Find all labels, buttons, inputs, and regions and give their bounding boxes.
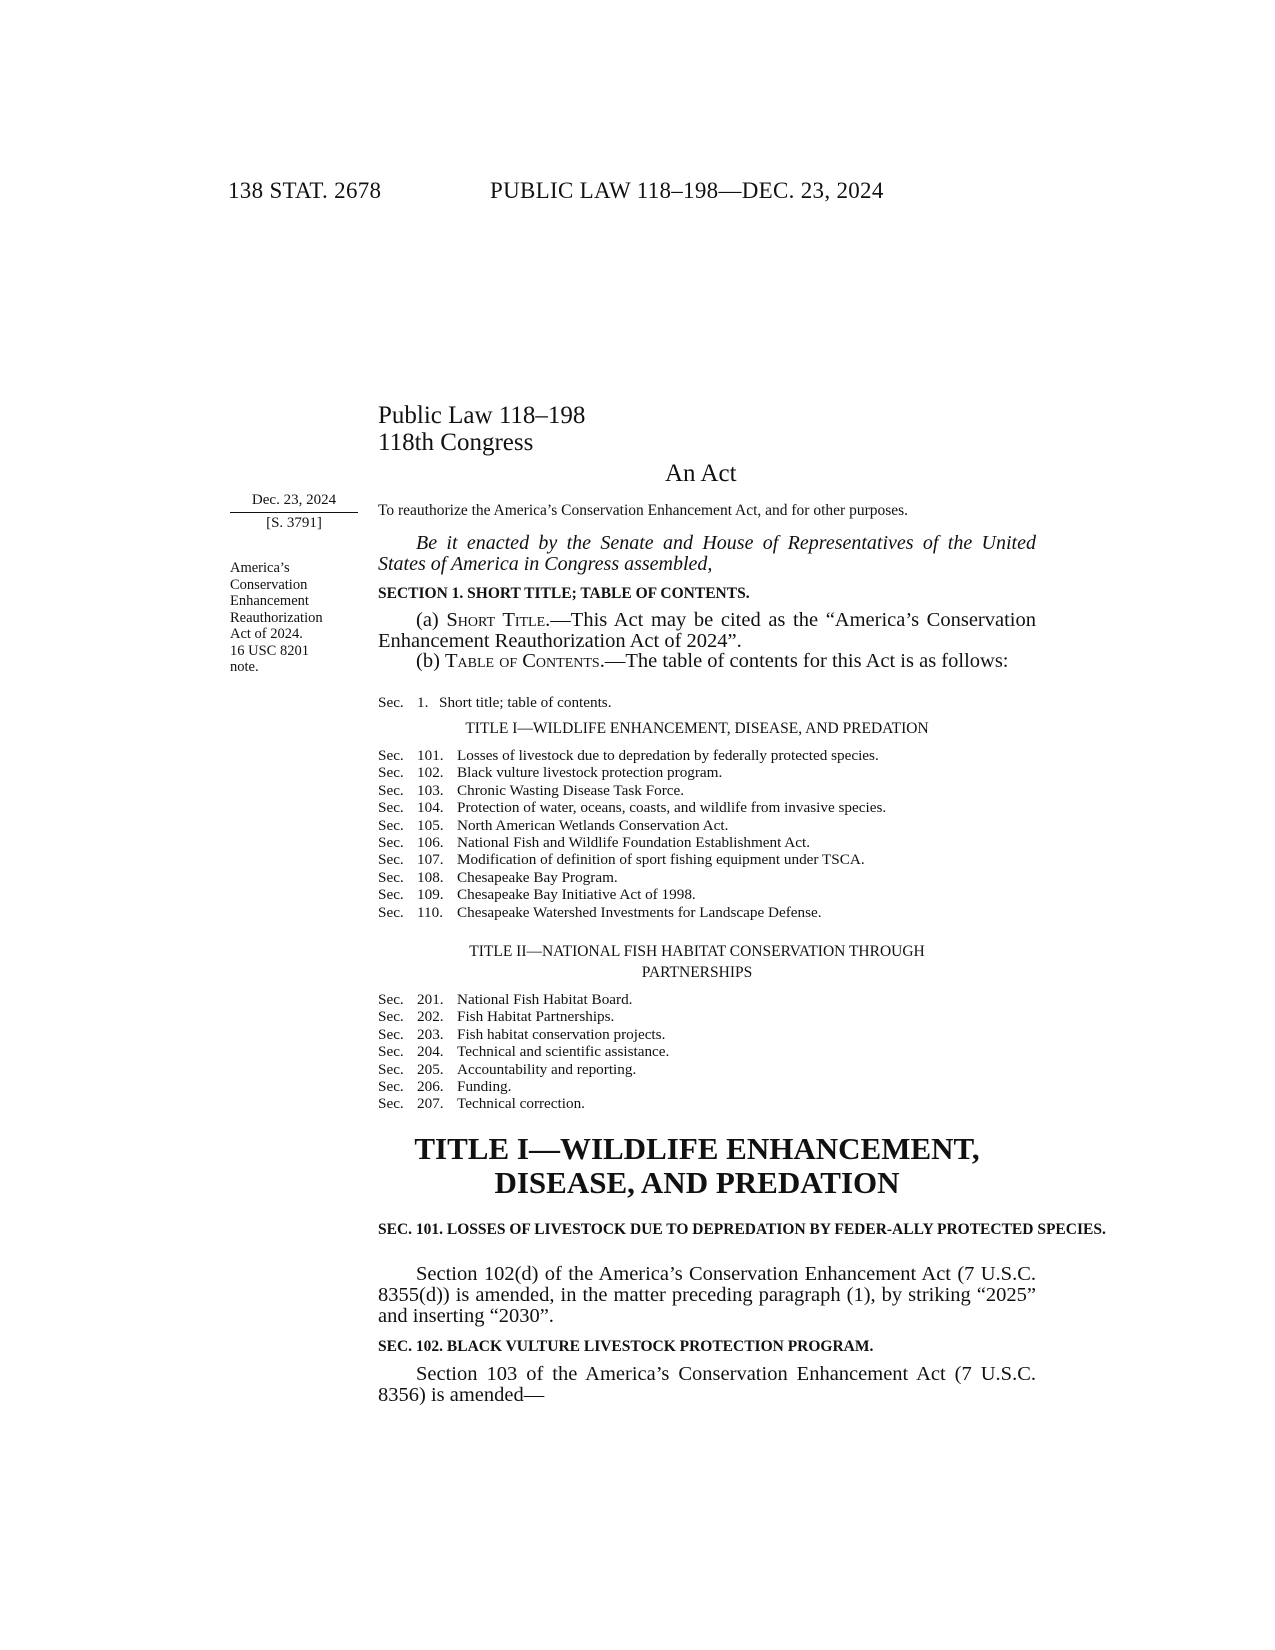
- toc-sec-label: Sec.: [378, 991, 404, 1008]
- toc-entry-number: 1.: [417, 694, 429, 711]
- toc-title2-list: [378, 991, 1036, 1113]
- running-title: PUBLIC LAW 118–198—DEC. 23, 2024: [490, 178, 884, 203]
- margin-date-block: [230, 492, 358, 532]
- toc-entry-number: 110.: [417, 903, 444, 921]
- subsection-a-label: (a): [416, 609, 447, 631]
- toc-entry-number: 201.: [417, 991, 444, 1008]
- toc-sec-label: Sec.: [378, 781, 404, 799]
- toc-entry-title: Short title; table of contents.: [439, 694, 612, 711]
- toc-entry-title: Technical and scientific assistance.: [457, 1043, 670, 1061]
- toc-entry: [378, 1078, 1036, 1095]
- toc-entry: [378, 1043, 1036, 1060]
- toc-entry-title: Chesapeake Bay Program.: [457, 868, 618, 886]
- toc-sec-label: Sec.: [378, 816, 404, 834]
- toc-entry-number: 108.: [417, 868, 444, 886]
- toc-sec-label: Sec.: [378, 747, 404, 764]
- toc-sec-label: Sec.: [378, 903, 404, 921]
- toc-sec-label: Sec.: [378, 1025, 404, 1043]
- toc-entry: [378, 851, 1036, 868]
- toc-sec-label: Sec.: [378, 834, 404, 852]
- toc-entry-title: Chesapeake Bay Initiative Act of 1998.: [457, 886, 696, 904]
- toc-sec-label: Sec.: [378, 851, 404, 869]
- margin-bill-number: [S. 3791]: [266, 515, 322, 531]
- sec102-heading: SEC. 102. BLACK VULTURE LIVESTOCK PROTECTION PROGRAM.: [378, 1338, 874, 1355]
- toc-entry: [378, 904, 1036, 921]
- toc-entry: [378, 694, 1036, 711]
- subsection-a-text: .—This Act may be cited as the “America’s Conservation Enhancement Reauthorization Act of 2024”.: [378, 609, 1036, 652]
- toc-first: [378, 694, 1036, 711]
- toc-entry-title: National Fish and Wildlife Foundation Establishment Act.: [457, 834, 811, 852]
- subsection-b-label: (b): [416, 650, 446, 672]
- margin-note-line: 16 USC 8201: [230, 642, 309, 659]
- subsection-b-caption: Table of Contents: [445, 650, 600, 672]
- margin-divider: [230, 512, 358, 513]
- margin-note-line: Act of 2024.: [230, 626, 303, 642]
- toc-entry-title: Black vulture livestock protection program.: [457, 764, 723, 782]
- toc-entry-number: 203.: [417, 1025, 444, 1043]
- toc-sec-label: Sec.: [378, 1043, 404, 1061]
- toc-entry-title: Chronic Wasting Disease Task Force.: [457, 781, 685, 799]
- toc-entry: [378, 1026, 1036, 1043]
- toc-entry-number: 206.: [417, 1078, 444, 1096]
- margin-note-line: America’s: [230, 560, 290, 576]
- toc-sec-label: Sec.: [378, 1095, 404, 1113]
- toc-sec-label: Sec.: [378, 694, 404, 711]
- toc-entry-number: 103.: [417, 781, 444, 799]
- sec101-heading: SEC. 101. LOSSES OF LIVESTOCK DUE TO DEPREDATION BY FEDER-ALLY PROTECTED SPECIES.: [378, 1221, 1106, 1238]
- toc-entry: [378, 991, 1036, 1008]
- margin-note: [230, 560, 370, 676]
- toc-entry: [378, 869, 1036, 886]
- act-label: An Act: [665, 460, 737, 487]
- subsection-a-caption: Short Title: [446, 609, 546, 631]
- toc-entry: [378, 1061, 1036, 1078]
- toc-entry: [378, 782, 1036, 799]
- toc-entry-title: Protection of water, oceans, coasts, and wildlife from invasive species.: [457, 799, 887, 817]
- law-name: Public Law 118–198: [378, 402, 586, 429]
- toc-sec-label: Sec.: [378, 868, 404, 886]
- toc-entry-title: Funding.: [457, 1078, 512, 1096]
- sec101-text: Section 102(d) of the America’s Conservation Enhancement Act (7 U.S.C. 8355(d)) is amended, in the matter preceding paragraph (1), by striking “2025” and inserting “2030”.: [378, 1263, 1036, 1327]
- toc-entry-title: Accountability and reporting.: [457, 1060, 637, 1078]
- toc-title-1: TITLE I—WILDLIFE ENHANCEMENT, DISEASE, AND PREDATION: [465, 720, 929, 737]
- margin-note-line: Conservation: [230, 576, 308, 593]
- toc-sec-label: Sec.: [378, 1078, 404, 1096]
- toc-entry-title: Fish Habitat Partnerships.: [457, 1008, 615, 1026]
- sec102-text: Section 103 of the America’s Conservation Enhancement Act (7 U.S.C. 8356) is amended—: [378, 1363, 1036, 1406]
- toc-entry: [378, 886, 1036, 903]
- toc-entry: [378, 799, 1036, 816]
- toc-entry-number: 101.: [417, 747, 444, 764]
- toc-entry-number: 205.: [417, 1060, 444, 1078]
- toc-sec-label: Sec.: [378, 799, 404, 817]
- title1-heading-line: DISEASE, AND PREDATION: [494, 1165, 900, 1200]
- margin-note-line: Reauthorization: [230, 609, 323, 626]
- toc-entry-title: Losses of livestock due to depredation by federally protected species.: [457, 747, 879, 764]
- toc-entry: [378, 747, 1036, 764]
- toc-entry-number: 106.: [417, 834, 444, 852]
- toc-sec-label: Sec.: [378, 1008, 404, 1026]
- toc-entry-number: 109.: [417, 886, 444, 904]
- page-number: 138 STAT. 2678: [228, 178, 382, 203]
- toc-entry-number: 104.: [417, 799, 444, 817]
- toc-entry: [378, 817, 1036, 834]
- margin-date: Dec. 23, 2024: [251, 492, 337, 508]
- toc-sec-label: Sec.: [378, 764, 404, 782]
- section1-subsection-b: [378, 651, 1036, 672]
- section1-heading: SECTION 1. SHORT TITLE; TABLE OF CONTENTS.: [378, 585, 750, 602]
- act-purpose: To reauthorize the America’s Conservation Enhancement Act, and for other purposes.: [378, 502, 909, 519]
- toc-entry: [378, 1008, 1036, 1025]
- section1-subsection-a: [378, 610, 1036, 652]
- toc-entry-title: Chesapeake Watershed Investments for Landscape Defense.: [457, 903, 822, 921]
- toc-sec-label: Sec.: [378, 886, 404, 904]
- margin-note-line: note.: [230, 659, 259, 675]
- toc-title1-list: [378, 747, 1036, 921]
- toc-entry-title: National Fish Habitat Board.: [457, 991, 633, 1008]
- toc-entry: [378, 1095, 1036, 1112]
- toc-entry-title: Fish habitat conservation projects.: [457, 1025, 666, 1043]
- congress-label: 118th Congress: [378, 429, 534, 456]
- toc-entry-title: Technical correction.: [457, 1095, 585, 1113]
- margin-note-line: Enhancement: [230, 593, 309, 609]
- subsection-b-text: .—The table of contents for this Act is as follows:: [599, 650, 1009, 672]
- toc-entry-number: 204.: [417, 1043, 444, 1061]
- toc-entry-number: 202.: [417, 1008, 444, 1026]
- toc-title-2-line: PARTNERSHIPS: [641, 964, 753, 981]
- toc-entry-number: 102.: [417, 764, 444, 782]
- toc-entry-number: 207.: [417, 1095, 444, 1113]
- toc-entry-number: 105.: [417, 816, 444, 834]
- toc-entry: [378, 764, 1036, 781]
- toc-entry-title: Modification of definition of sport fishing equipment under TSCA.: [457, 851, 865, 869]
- title1-heading-line: TITLE I—WILDLIFE ENHANCEMENT,: [414, 1131, 980, 1166]
- toc-entry-number: 107.: [417, 851, 444, 869]
- toc-title-2: [368, 941, 1026, 983]
- toc-sec-label: Sec.: [378, 1060, 404, 1078]
- toc-title-2-line: TITLE II—NATIONAL FISH HABITAT CONSERVATION THROUGH: [469, 943, 925, 960]
- title1-heading: [368, 1132, 1026, 1200]
- toc-entry-title: North American Wetlands Conservation Act.: [457, 816, 729, 834]
- toc-entry: [378, 834, 1036, 851]
- enacting-clause: Be it enacted by the Senate and House of Representatives of the United States of America in Congress assembled,: [378, 532, 1036, 575]
